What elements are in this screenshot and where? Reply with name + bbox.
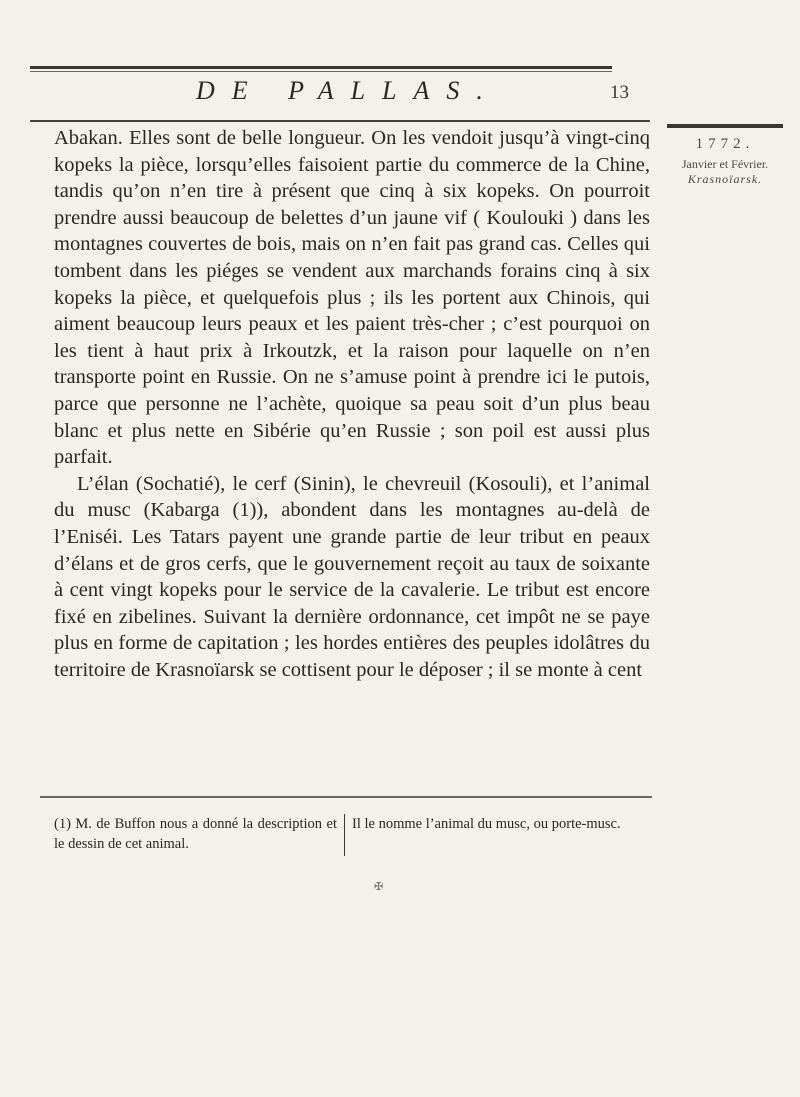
running-title: DE PALLAS. bbox=[196, 76, 500, 105]
footnote-rule bbox=[40, 796, 652, 798]
margin-months: Janvier et Février. bbox=[681, 157, 769, 171]
paragraph-2: L’élan (Sochatié), le cerf (Sinin), le chevreuil (Kosouli), et l’animal du musc (Kabarga (1)), abondent dans les montagnes au-delà de l’Eniséi. Les Tatars payent une grande partie de leur tribut en peaux d’élans et de gros cerfs, que le gouvernement reçoit au taux de soixante à cent vingt kopeks pour le service de la cavalerie. Le tribut est encore fixé en zibelines. Suivant la dernière ordonnance, cet impôt ne se paye plus en forme de capitation ; les hordes entières des peuples idolâtres du territoire de Krasnoïarsk se cottisent pour le déposer ; il se monte à cent bbox=[54, 472, 650, 681]
header-rule bbox=[30, 120, 650, 122]
footnote-left: (1) M. de Buffon nous a donné la description et le dessin de cet animal. bbox=[54, 816, 337, 852]
margin-rule bbox=[667, 124, 783, 128]
margin-note bbox=[663, 120, 787, 187]
margin-place: Krasnoïarsk. bbox=[687, 172, 763, 186]
paragraph-1: Abakan. Elles sont de belle longueur. On les vendoit jusqu’à vingt-cinq kopeks la pièce, lorsqu’elles faisoient partie du commerce de la Chine, tandis qu’on n’en tire à présent que cinq à six kopeks. On pourroit prendre aussi beaucoup de belettes d’un jaune vif ( Koulouki ) dans les montagnes couvertes de bois, mais on n’en fait pas grand cas. Celles qui tombent dans les piéges se vendent aux marchands forains cinq à six kopeks la pièce, et quelquefois plus ; ils les portent aux Chinois, qui aiment beaucoup leurs peaux et les paient très-cher ; c’est pourquoi on les tient à haut prix à Irkoutzk, et la raison pour laquelle on n’en transporte point en Russie. On ne s’amuse point à prendre ici le putois, parce que personne ne l’achète, quoique sa peau soit d’un plus beau blanc et plus nette en Sibérie qu’en Russie ; son poil est aussi plus parfait. bbox=[54, 127, 650, 469]
footnote-right: Il le nomme l’animal du musc, ou porte-musc. bbox=[352, 816, 621, 832]
margin-year: 1772. bbox=[695, 136, 755, 152]
main-text bbox=[54, 125, 650, 683]
top-thin-rule bbox=[30, 71, 612, 72]
page-number: 13 bbox=[610, 82, 629, 103]
top-double-rule bbox=[30, 66, 612, 69]
running-head bbox=[0, 76, 660, 110]
signature-mark: ✠ bbox=[374, 881, 384, 893]
footnote-divider bbox=[344, 814, 345, 856]
